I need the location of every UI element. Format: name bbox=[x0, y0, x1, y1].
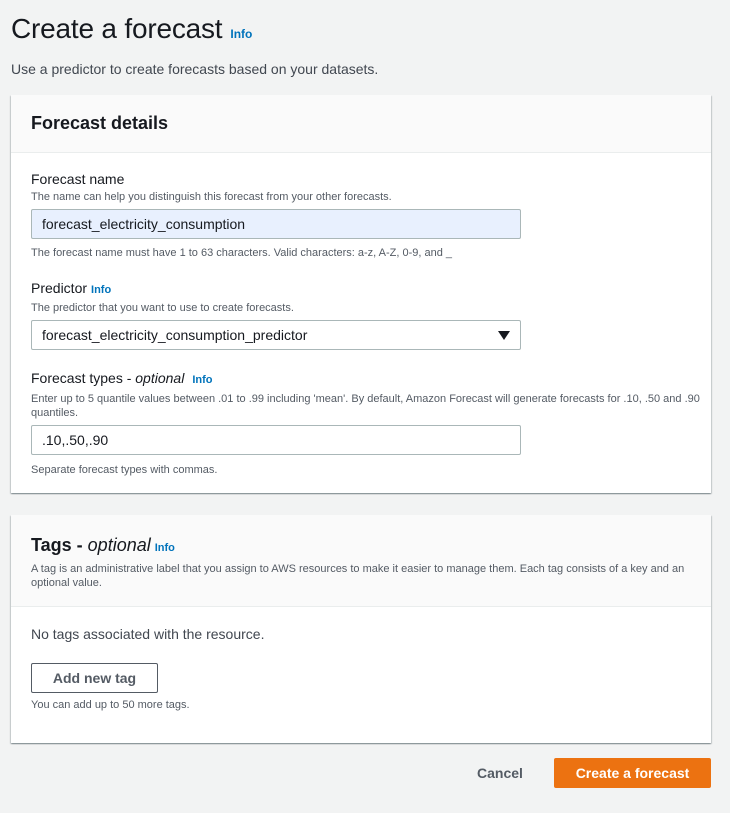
predictor-label: Predictor bbox=[31, 280, 88, 296]
no-tags-message: No tags associated with the resource. bbox=[31, 626, 265, 642]
forecast-name-field bbox=[31, 171, 701, 260]
page-header bbox=[11, 12, 721, 78]
page-info-link[interactable]: Info bbox=[230, 27, 253, 41]
forecast-name-input[interactable] bbox=[31, 209, 521, 239]
forecast-details-title: Forecast details bbox=[31, 113, 169, 133]
cancel-button[interactable]: Cancel bbox=[466, 758, 534, 788]
tags-description: A tag is an administrative label that you assign to AWS resources to make it easier to manage them. Each tag consists of a key and an optional value. bbox=[31, 563, 685, 589]
predictor-field bbox=[31, 280, 701, 350]
forecast-name-description: The name can help you distinguish this forecast from your other forecasts. bbox=[31, 191, 392, 203]
caret-down-icon bbox=[498, 331, 510, 340]
tags-panel bbox=[11, 515, 711, 743]
forecast-types-input[interactable] bbox=[31, 425, 521, 455]
tags-title-row bbox=[31, 535, 691, 556]
tags-info-link[interactable]: Info bbox=[154, 542, 175, 554]
tags-header bbox=[11, 515, 711, 607]
forecast-name-label: Forecast name bbox=[31, 171, 125, 187]
add-new-tag-button[interactable]: Add new tag bbox=[31, 663, 158, 693]
forecast-types-optional: optional bbox=[135, 370, 185, 386]
tags-title: Tags - bbox=[31, 535, 88, 555]
predictor-info-link[interactable]: Info bbox=[91, 284, 112, 296]
forecast-types-label-row bbox=[31, 370, 701, 389]
forecast-details-panel bbox=[11, 95, 711, 493]
predictor-select[interactable] bbox=[31, 320, 521, 350]
forecast-types-field bbox=[31, 370, 701, 477]
forecast-types-description: Enter up to 5 quantile values between .01 to .99 including 'mean'. By default, Amazon Forecast will generate forecasts for .10, .50 and .90 quantiles. bbox=[31, 393, 700, 419]
page-title-row bbox=[11, 12, 721, 46]
page-description: Use a predictor to create forecasts based on your datasets. bbox=[11, 61, 379, 77]
forecast-types-hint: Separate forecast types with commas. bbox=[31, 464, 218, 476]
forecast-types-info-link[interactable]: Info bbox=[192, 374, 213, 386]
predictor-description: The predictor that you want to use to create forecasts. bbox=[31, 302, 294, 314]
forecast-types-label: Forecast types - bbox=[31, 370, 136, 386]
predictor-label-row bbox=[31, 280, 701, 299]
create-forecast-button[interactable]: Create a forecast bbox=[554, 758, 711, 788]
tags-limit-hint: You can add up to 50 more tags. bbox=[31, 699, 190, 711]
forecast-details-header bbox=[11, 95, 711, 153]
tags-optional: optional bbox=[87, 535, 151, 555]
predictor-selected-value: forecast_electricity_consumption_predictor bbox=[42, 327, 308, 343]
page-title: Create a forecast bbox=[11, 13, 223, 44]
forecast-name-hint: The forecast name must have 1 to 63 characters. Valid characters: a-z, A-Z, 0-9, and _ bbox=[31, 247, 453, 259]
